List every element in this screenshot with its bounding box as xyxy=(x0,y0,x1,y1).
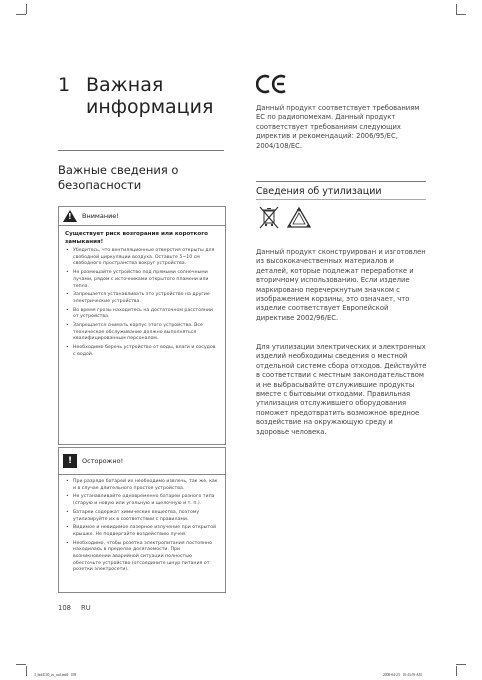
list-item: • Не размещайте устройство под прямыми солнечными лучами, рядом с источниками открытого пламени или тепла. xyxy=(73,270,219,290)
list-item: • Не устанавливайте одновременно батареи разного типа (старую и новую или угольную и щелочную и т. п.). xyxy=(73,494,219,507)
print-slug-file: 3_htd4140_ru_rud.indd 108 xyxy=(34,673,77,677)
disposal-heading: Сведения об утилизации xyxy=(256,186,382,197)
crop-mark xyxy=(456,4,457,14)
warning-header xyxy=(59,207,225,226)
warning-triangle-icon: ! xyxy=(63,210,77,222)
list-item: • Во время грозы находитесь на достаточном расстоянии от устройства. xyxy=(73,308,219,321)
disposal-paragraph: Для утилизации электрических и электронных изделий необходимы сведения о местной отдельной системе сбора отходов. Действуйте в соответствии с местным законодательством и не выбрасывайте отслужившие продукты вместе с бытовыми отходами. Правильная утилизация отслужившего оборудования поможет предотвратить возможное вредное воздействие на окружающую среду и здоровье человека. xyxy=(256,343,427,436)
warning-label: Внимание! xyxy=(82,212,119,220)
list-item: • Необходимо, чтобы розетка электропитания постоянно находилась в пределах досягаемости. При возникновении аварийной ситуации полностью обесточьте устройство (отсоедините шнур питания от розетки электросети). xyxy=(73,541,219,575)
warning-lead: Существует риск возгорания или короткого замыкания! xyxy=(65,231,208,245)
caution-list xyxy=(59,479,225,574)
disposal-paragraph: Данный продукт сконструирован и изготовлен из высококачественных материалов и деталей, которые подлежат переработке и вторичному использованию. Если изделие маркировано перечеркнутым значком с изображением корзины, это означает, что изделие соответствует Европейской директиве 2002/96/EC. xyxy=(256,248,426,322)
list-item: • Убедитесь, что вентиляционные отверстия открыты для свободной циркуляции воздуха. Оставьте 5~10 см свободного пространства вокруг устройства. xyxy=(73,248,219,268)
divider xyxy=(256,199,426,200)
safety-heading: Важные сведения о безопасности xyxy=(58,163,179,192)
language-code: RU xyxy=(81,604,91,612)
chapter-number: 1 xyxy=(58,74,71,96)
caution-header xyxy=(59,448,225,475)
crop-mark xyxy=(26,666,27,676)
list-item: • Необходимо беречь устройство от воды, влаги и сосудов с водой. xyxy=(73,345,219,358)
crop-mark xyxy=(16,14,26,15)
crop-mark xyxy=(456,666,457,676)
warning-box xyxy=(58,206,226,445)
crop-mark xyxy=(26,4,27,14)
recycle-icon xyxy=(286,206,312,230)
crossed-bin-icon xyxy=(258,206,280,230)
warning-list xyxy=(59,248,225,359)
ce-mark-icon xyxy=(256,74,290,94)
caution-label: Осторожно! xyxy=(82,457,124,465)
list-item: • Батареи содержат химические вещества, поэтому утилизируйте их в соответствии с правилами. xyxy=(73,510,219,523)
list-item: • При разряде батарей их необходимо извлечь, так же, как и в случае длительного простоя устройства. xyxy=(73,479,219,492)
list-item: • Запрещается снимать корпус этого устройства. Все техническое обслуживание должно выполняться квалифицированным персоналом. xyxy=(73,323,219,343)
chapter-title: Важная информация xyxy=(86,74,214,118)
ce-text: Данный продукт соответствует требованиям ЕС по радиопомехам. Данный продукт соответствует требованиям следующих директив и рекомендаций: 2006/95/EC, 2004/108/EC. xyxy=(256,104,420,150)
list-item: • Запрещается устанавливать это устройство на другие электрические устройства. xyxy=(73,292,219,305)
print-slug-date: 2008-04-23 10:43:59 AM xyxy=(383,673,422,677)
crop-mark xyxy=(16,664,26,665)
page-number: 108 xyxy=(58,604,71,612)
list-item: • Видимое и невидимое лазерное излучение при открытой крышке. Не подвергайте воздействию лучей. xyxy=(73,525,219,538)
crop-mark xyxy=(456,14,466,15)
divider xyxy=(58,150,224,151)
divider xyxy=(256,181,426,182)
crop-mark xyxy=(456,664,466,665)
exclamation-icon: ! xyxy=(63,454,77,468)
caution-box xyxy=(58,447,226,593)
